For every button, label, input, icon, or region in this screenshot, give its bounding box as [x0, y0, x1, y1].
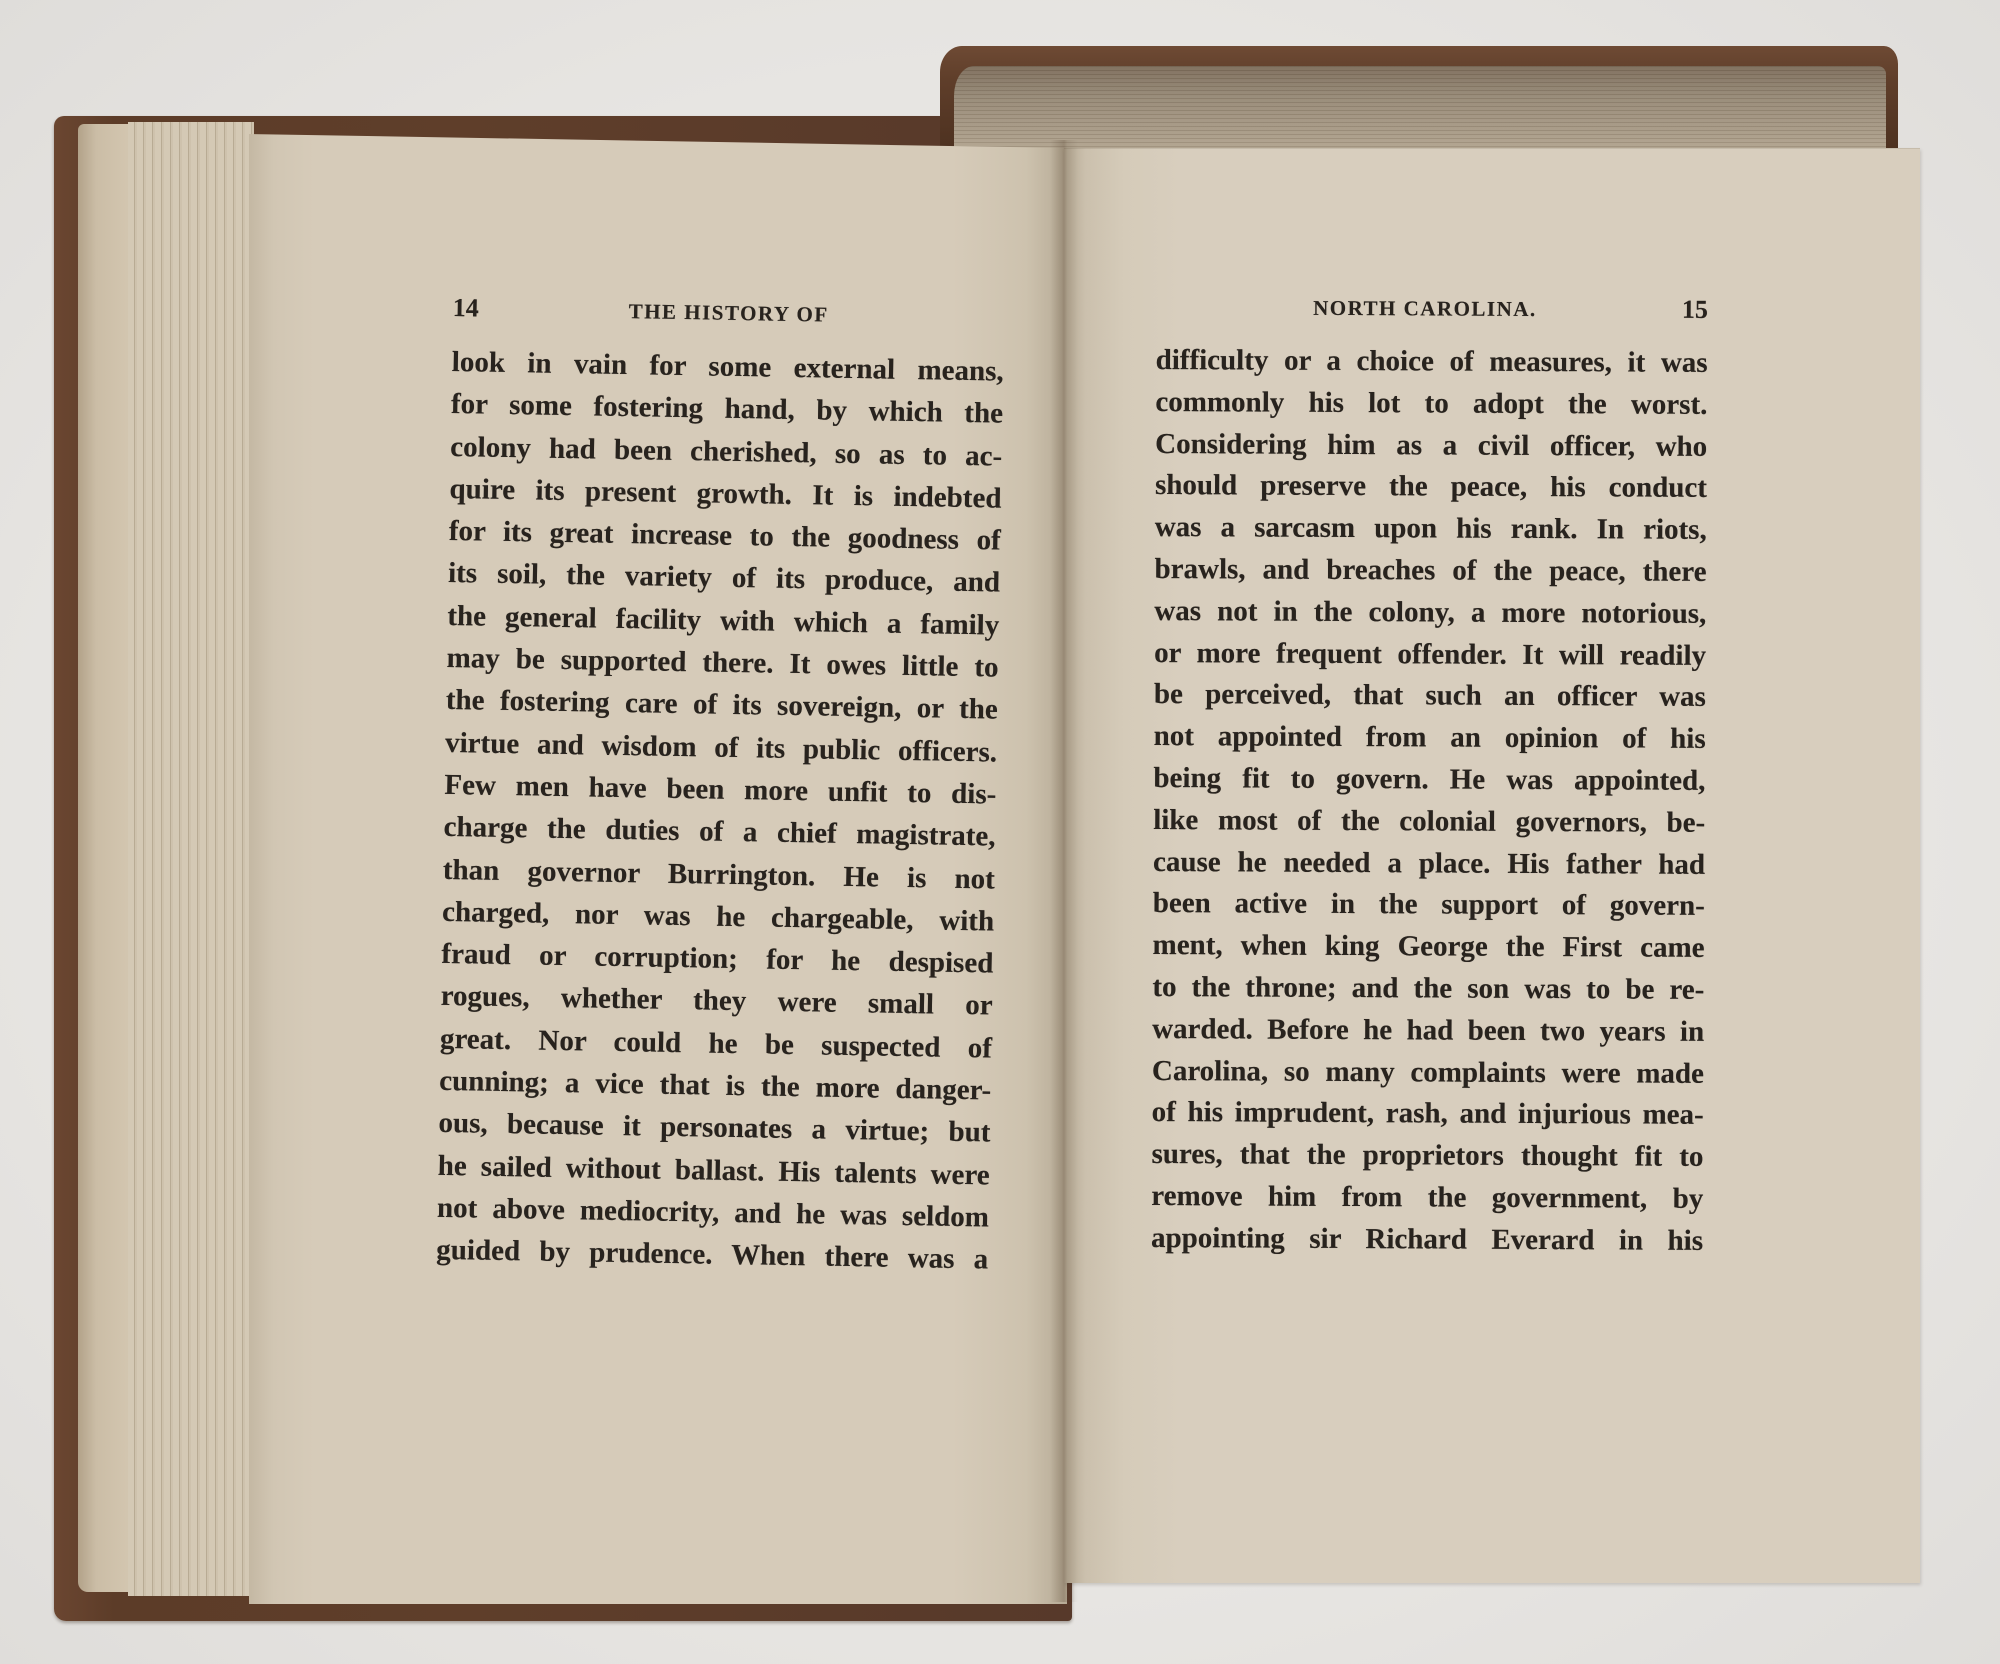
left-page-line: he sailed without ballast. His talents were: [437, 1149, 990, 1192]
right-page-line: be perceived, that such an officer was: [1153, 678, 1706, 714]
right-page-line: sures, that the proprietors thought fit to: [1151, 1138, 1704, 1174]
left-page-line: Few men have been more unfit to dis-: [444, 768, 997, 811]
left-page-line: guided by prudence. When there was a: [436, 1234, 989, 1276]
left-page-line: for its great increase to the goodness of: [448, 515, 1002, 557]
right-page-line: been active in the support of govern-: [1152, 887, 1705, 923]
right-page-line: or more frequent offender. It will readily: [1154, 636, 1707, 672]
right-page-block-top-edge: [954, 66, 1886, 154]
left-page-line: the general facility with which a family: [447, 599, 1000, 642]
right-page-line: not appointed from an opinion of his: [1153, 720, 1706, 756]
right-page-line: difficulty or a choice of measures, it was: [1155, 343, 1708, 379]
right-page-line: warded. Before he had been two years in: [1152, 1012, 1705, 1048]
left-page-line: rogues, whether they were small or: [440, 980, 993, 1022]
right-page-line: appointing sir Richard Everard in his: [1150, 1221, 1704, 1257]
left-page-line: not above mediocrity, and he was seldom: [436, 1191, 990, 1234]
right-page-line: of his imprudent, rash, and injurious mea-: [1151, 1096, 1704, 1132]
right-page-line: Considering him as a civil officer, who: [1155, 427, 1708, 463]
left-page-line: colony had been cherished, so as to ac-: [450, 430, 1003, 473]
right-text-block: [1151, 340, 1708, 1262]
right-page-line: ment, when king George the First came: [1152, 929, 1705, 965]
left-page-line: fraud or corruption; for he despised: [441, 938, 994, 980]
left-page-line: look in vain for some external means,: [451, 345, 1004, 388]
right-page-line: Carolina, so many complaints were made: [1151, 1054, 1704, 1090]
right-page-line: cause he needed a place. His father had: [1152, 845, 1706, 881]
left-running-head: THE HISTORY OF: [628, 299, 829, 327]
right-page-line: like most of the colonial governors, be-: [1153, 803, 1706, 839]
left-page-stack: [128, 122, 254, 1596]
right-page-number: 15: [1681, 294, 1708, 324]
right-page-line: brawls, and breaches of the peace, there: [1154, 552, 1707, 588]
left-page-line: than governor Burrington. He is not: [442, 853, 996, 896]
right-running-head: NORTH CAROLINA.: [1313, 295, 1537, 321]
left-page-line: ous, because it personates a virtue; but: [438, 1107, 991, 1149]
left-page-line: charged, nor was he chargeable, with: [441, 895, 995, 938]
left-page-line: the fostering care of its sovereign, or the: [445, 684, 999, 726]
left-page-line: for some fostering hand, by which the: [450, 388, 1004, 430]
right-page-line: to the throne; and the son was to be re-: [1152, 970, 1705, 1006]
left-page-line: its soil, the variety of its produce, and: [447, 557, 1001, 600]
right-page-line: remove him from the government, by: [1151, 1179, 1704, 1215]
gutter-shadow: [1050, 140, 1078, 1602]
right-page-content: [1151, 292, 1708, 1262]
left-page-line: virtue and wisdom of its public officers.: [444, 726, 998, 769]
right-page-line: should preserve the peace, his conduct: [1154, 469, 1708, 505]
left-page-number: 14: [452, 293, 479, 323]
left-page-line: may be supported there. It owes little to: [446, 642, 999, 684]
left-page-line: charge the duties of a chief magistrate,: [443, 811, 996, 853]
right-page-header: [1156, 292, 1708, 325]
left-page-line: quire its present growth. It is indebted: [449, 472, 1002, 515]
left-page-line: cunning; a vice that is the more danger-: [438, 1064, 992, 1107]
right-page-line: was a sarcasm upon his rank. In riots,: [1154, 511, 1707, 547]
right-page-line: being fit to govern. He was appointed,: [1153, 761, 1706, 797]
left-text-block: [436, 341, 1004, 1281]
right-page-line: was not in the colony, a more notorious,: [1154, 594, 1707, 630]
right-page-line: commonly his lot to adopt the worst.: [1155, 385, 1708, 421]
left-page-content: [436, 293, 1005, 1281]
left-fore-edge: [78, 124, 130, 1592]
left-page-line: great. Nor could he be suspected of: [439, 1022, 993, 1065]
